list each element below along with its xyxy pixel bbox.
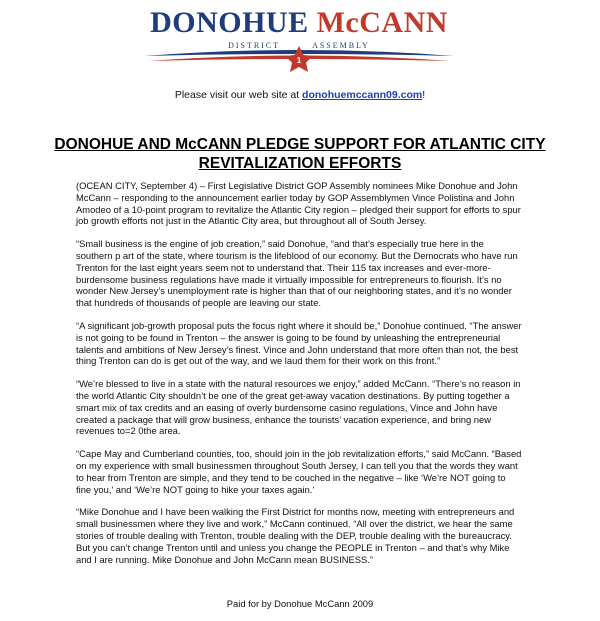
- campaign-logo: [140, 6, 458, 74]
- paragraph: “Small business is the engine of job creation,” said Donohue, “and that’s especially true here in the southern p art of the state, where tourism is the lifeblood of our economy. But the Democrats who have run Trenton for the last eight years seem not to understand that. Their 115 tax increases and ever-more-burdensome business regulations have made it virtually impossible for entrepreneurs to flourish. It’s no wonder New Jersey’s unemployment rate is higher than that of our neighboring states, and it’s no wonder that hundreds of thousands of people are leaving our state.: [76, 238, 518, 309]
- logo-sub-assembly: ASSEMBLY: [312, 41, 370, 50]
- paragraph: (OCEAN CITY, September 4) – First Legislative District GOP Assembly nominees Mike Donohue and John McCann – responding to the announcement earlier today by GOP Assemblymen Vince Polistina and John Amodeo of a 10-point program to revitalize the Atlantic City region – pledged their support for efforts to spur job growth efforts not just in the Atlantic City area, but throughout all of South Jersey.: [76, 180, 521, 227]
- paragraph: “We’re blessed to live in a state with the natural resources we enjoy,” added McCann. “There’s no reason in the world Atlantic City shouldn’t be one of the great get-away vacation destinations. By putting together a smart mix of tax credits and an easing of overly burdensome casino regulations, Vince and John have created a package that will grow business, enhance the tourists’ vacation experience, and bring new revenues to=2 0the area.: [76, 378, 521, 437]
- headline: DONOHUE AND McCANN PLEDGE SUPPORT FOR ATLANTIC CITY REVITALIZATION EFFORTS: [54, 136, 546, 172]
- website-link[interactable]: donohuemccann09.com: [302, 89, 423, 101]
- paragraph: “Mike Donohue and I have been walking the First District for months now, meeting with entrepreneurs and small businessmen where they live and work,” McCann continued. “All over the district, we hear the same stories of trouble dealing with Trenton, trouble dealing with the DEP, trouble dealing with the bureaucracy. But you can’t change Trenton until and unless you change the PEOPLE in Trenton – and that’s why Mike and I are running. Mike Donohue and John McCann mean BUSINESS.”: [76, 506, 515, 565]
- logo-sub-district: DISTRICT: [228, 41, 281, 50]
- paid-for-footer: Paid for by Donohue McCann 2009: [226, 598, 374, 609]
- logo-name-donohue: DONOHUE: [150, 6, 309, 39]
- paragraph: “Cape May and Cumberland counties, too, should join in the job revitalization efforts,” said McCann. “Based on my experience with small businessmen throughout South Jersey, I can tell you that the words they want to hear from Trenton are simple, and they tend to be couched in the negative – like ‘We’re NOT going to fine you,’ and ‘We’re NOT going to hike your taxes again.’: [76, 448, 522, 495]
- website-prefix: Please visit our web site at: [174, 89, 303, 101]
- website-suffix: !: [422, 89, 426, 101]
- logo-swoosh-star-icon: [140, 46, 458, 76]
- logo-name-mccann: McCANN: [316, 6, 448, 39]
- article-body: [76, 180, 522, 576]
- paragraph: “A significant job-growth proposal puts the focus right where it should be,” Donohue continued. “The answer is not going to be found in Trenton – the answer is going to be found by unleashing the entrepreneurial talents and ambitions of New Jersey’s finest. Vince and John understand that more often than not, the best thing Trenton can do is get out of the way, and we laud them for their work on this front.”: [76, 319, 522, 367]
- logo-wordmark: [140, 6, 458, 40]
- website-line: [0, 89, 600, 102]
- logo-district-number: 1: [296, 56, 302, 65]
